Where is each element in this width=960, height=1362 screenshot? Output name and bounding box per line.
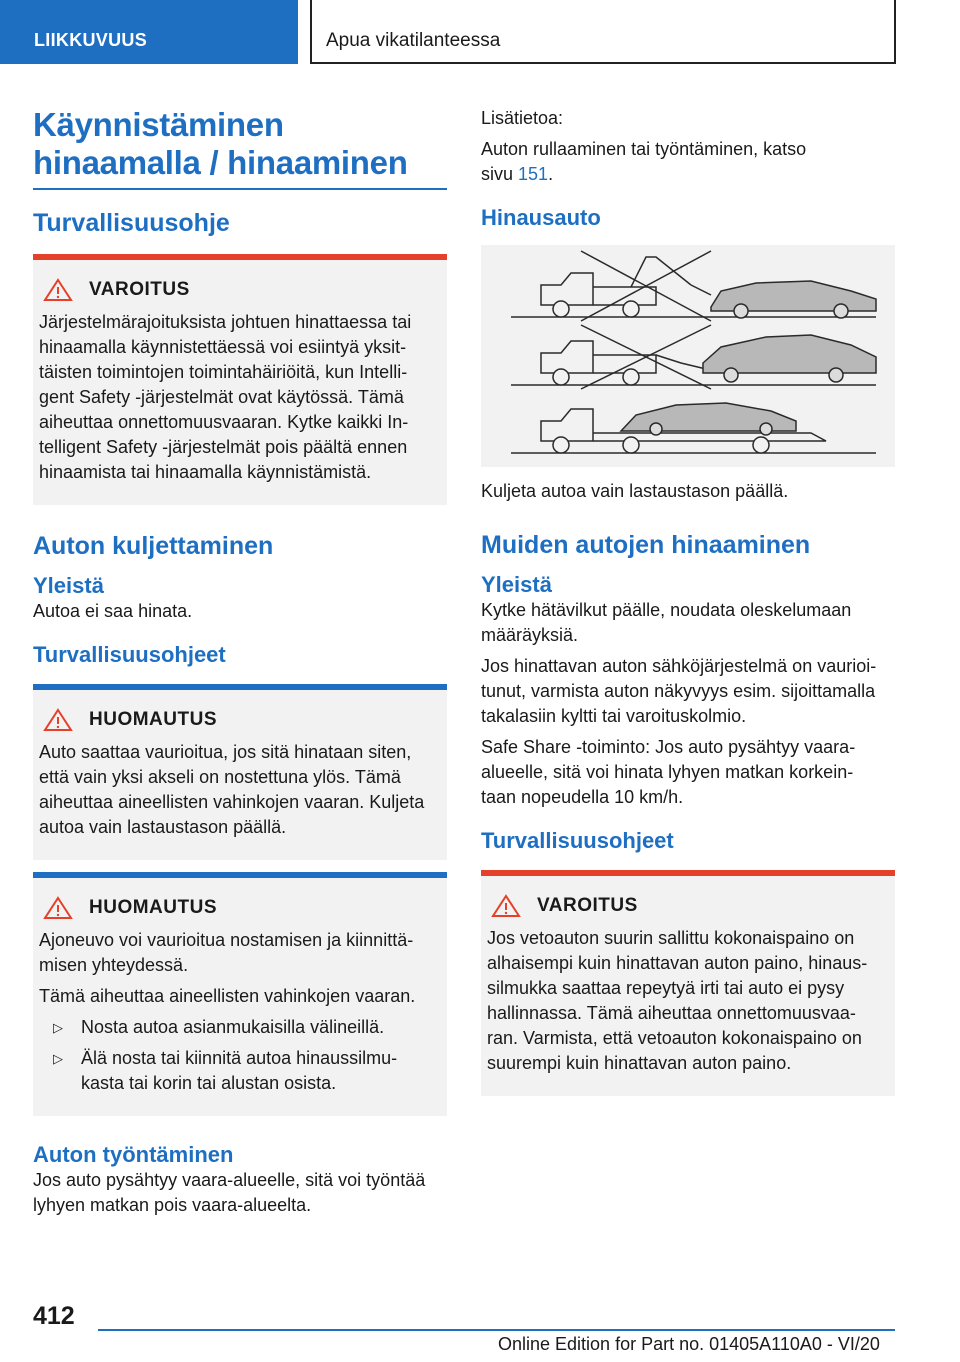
warning-title: VAROITUS [537,895,638,916]
figure-caption: Kuljeta autoa vain lastaustason päällä. [481,481,789,501]
tow-vehicle-heading: Hinausauto [481,205,601,230]
electrical-text: Jos hinattavan auton sähköjärjestelmä on vaurioi- tunut, varmista auton näkyvyys esim. sijoittamalla takalasiin kyltti tai varoituskolmio. [481,656,877,726]
footer-rule [98,1329,895,1331]
notice-box [33,872,447,1116]
edition-text: Online Edition for Part no. 01405A110A0 - VI/20 [498,1334,880,1354]
right-column [481,106,895,1096]
transport-heading: Auton kuljettaminen [33,532,274,560]
notice-triangle-icon [43,896,73,920]
warning-title: VAROITUS [89,279,190,300]
warning-text: Järjestelmärajoituksista johtuen hinattaessa tai hinaamalla käynnistettäessä voi esiintyä yksit- täisten toimintojen toimintahäiriöitä, kun Intelli- gent Safety -järjestelmät ovat käytössä. Tämä aiheuttaa onnettomuusvaaran. Kytke kaikki In- telligent Safety -järjestelmät pois päältä ennen hinaamista tai hinaamalla käynnistämistä. [39,312,412,482]
bullet-triangle-icon: ▷ [53,1020,63,1035]
safety-heading: Turvallisuusohje [33,209,230,237]
safety-instructions-heading: Turvallisuusohjeet [33,642,226,667]
notice-title: HUOMAUTUS [89,897,217,918]
warning-triangle-icon [43,278,73,302]
more-info-label: Lisätietoa: [481,108,564,128]
general-heading: Yleistä [481,572,552,597]
title-rule [33,188,447,190]
general-text: Kytke hätävilkut päälle, noudata oleskelumaan määräyksiä. [481,600,852,645]
list-item: ▷ Älä nosta tai kiinnitä autoa hinaussilmu- kasta tai korin tai alustan osista. [39,1046,441,1096]
chapter-title: Apua vikatilanteessa [310,0,896,64]
warning-box [481,870,895,1096]
towing-illustration [481,245,895,467]
more-info-text: Auton rullaaminen tai työntäminen, katso sivu 151. [481,139,807,184]
safe-share-text: Safe Share -toiminto: Jos auto pysähtyy vaara- alueelle, sitä voi hinata lyhyen matkan korkein- taan nopeudella 10 km/h. [481,737,856,807]
warning-triangle-icon [491,894,521,918]
list-item: ▷ Nosta autoa asianmukaisilla välineillä. [39,1015,441,1040]
section-tab[interactable]: LIIKKUVUUS [0,0,298,64]
notice-text: Ajoneuvo voi vaurioitua nostamisen ja kiinnittä- misen yhteydessä. [39,930,414,975]
notice-box [33,684,447,860]
towing-heading: Muiden autojen hinaaminen [481,531,811,559]
safety-instructions-heading: Turvallisuusohjeet [481,828,674,853]
pushing-text: Jos auto pysähtyy vaara-alueelle, sitä voi työntää lyhyen matkan pois vaara-alueelta. [33,1170,426,1215]
tow-truck-illustration [481,245,895,467]
general-text: Autoa ei saa hinata. [33,601,193,621]
notice-text: Auto saattaa vaurioitua, jos sitä hinataan siten, että vain yksi akseli on nostettuna ylös. Tämä aiheuttaa aineellisten vahinkojen vaaran. Kuljeta autoa vain lastaustason päällä. [39,742,425,837]
page-link[interactable]: 151 [518,164,549,184]
page-number: 412 [33,1302,75,1330]
page-title: Käynnistäminen hinaamalla / hinaaminen [33,106,408,181]
notice-title: HUOMAUTUS [89,709,217,730]
bullet-triangle-icon: ▷ [53,1051,63,1066]
general-heading: Yleistä [33,573,104,598]
notice-text: Tämä aiheuttaa aineellisten vahinkojen vaaran. [39,986,416,1006]
left-column [33,106,447,1218]
warning-box [33,254,447,505]
warning-text: Jos vetoauton suurin sallittu kokonaispaino on alhaisempi kuin hinattavan auton paino, hinaus- silmukka saattaa repeytyä irti tai auto ei pysy hallinnassa. Tämä aiheuttaa onnettomuusvaa- ran. Varmista, että vetoauton kokonaispaino on suurempi kuin hinattavan auton paino. [487,928,868,1073]
pushing-heading: Auton työntäminen [33,1142,234,1167]
notice-triangle-icon [43,708,73,732]
